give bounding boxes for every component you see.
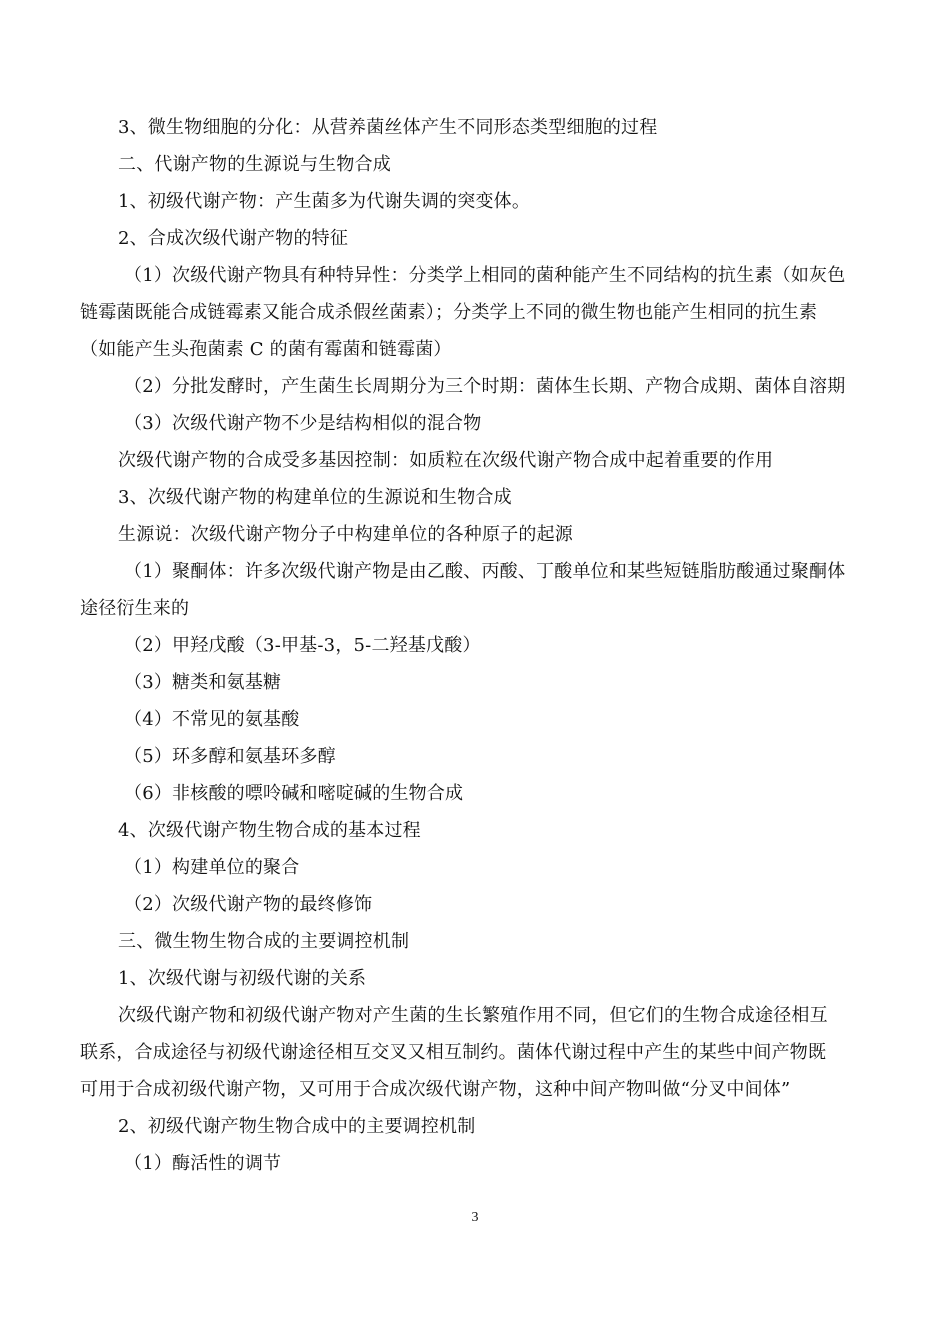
text-line: 途径衍生来的 bbox=[80, 598, 190, 619]
text-line: （4）不常见的氨基酸 bbox=[124, 709, 300, 730]
text-line: （2）甲羟戊酸（3-甲基-3，5-二羟基戊酸） bbox=[124, 635, 481, 656]
section-heading: 三、微生物生物合成的主要调控机制 bbox=[118, 931, 410, 952]
page-number: 3 bbox=[471, 1210, 479, 1225]
text-line: （3）次级代谢产物不少是结构相似的混合物 bbox=[124, 413, 482, 434]
section-heading: 二、代谢产物的生源说与生物合成 bbox=[118, 154, 391, 175]
text-line: 次级代谢产物和初级代谢产物对产生菌的生长繁殖作用不同，但它们的生物合成途径相互 bbox=[118, 1005, 828, 1026]
text-line: 链霉菌既能合成链霉素又能合成杀假丝菌素）；分类学上不同的微生物也能产生相同的抗生素 bbox=[80, 302, 818, 323]
document-body bbox=[80, 109, 872, 1182]
text-line: （2）分批发酵时，产生菌生长周期分为三个时期：菌体生长期、产物合成期、菌体自溶期 bbox=[124, 376, 846, 397]
text-line: （如能产生头孢菌素 C 的菌有霉菌和链霉菌） bbox=[80, 339, 452, 360]
text-line: 生源说：次级代谢产物分子中构建单位的各种原子的起源 bbox=[118, 524, 573, 545]
text-line: （1）构建单位的聚合 bbox=[124, 857, 300, 878]
text-line: （6）非核酸的嘌呤碱和嘧啶碱的生物合成 bbox=[124, 783, 464, 804]
text-line: 1、初级代谢产物：产生菌多为代谢失调的突变体。 bbox=[118, 191, 531, 212]
text-line: 3、微生物细胞的分化：从营养菌丝体产生不同形态类型细胞的过程 bbox=[118, 117, 658, 138]
text-line: 4、次级代谢产物生物合成的基本过程 bbox=[118, 820, 421, 841]
text-line: 2、合成次级代谢产物的特征 bbox=[118, 228, 349, 249]
text-line: （1）次级代谢产物具有种特异性：分类学上相同的菌种能产生不同结构的抗生素（如灰色 bbox=[124, 265, 846, 286]
text-line: 可用于合成初级代谢产物，又可用于合成次级代谢产物，这种中间产物叫做“分叉中间体” bbox=[80, 1079, 791, 1100]
text-line: （3）糖类和氨基糖 bbox=[124, 672, 282, 693]
text-line: 联系，合成途径与初级代谢途径相互交叉又相互制约。菌体代谢过程中产生的某些中间产物既 bbox=[80, 1042, 827, 1063]
text-line: 次级代谢产物的合成受多基因控制：如质粒在次级代谢产物合成中起着重要的作用 bbox=[118, 450, 774, 471]
text-line: （1）酶活性的调节 bbox=[124, 1153, 282, 1174]
text-line: （2）次级代谢产物的最终修饰 bbox=[124, 894, 373, 915]
text-line: 3、次级代谢产物的构建单位的生源说和生物合成 bbox=[118, 487, 512, 508]
text-line: 1、次级代谢与初级代谢的关系 bbox=[118, 968, 367, 989]
text-line: 2、初级代谢产物生物合成中的主要调控机制 bbox=[118, 1116, 476, 1137]
text-line: （5）环多醇和氨基环多醇 bbox=[124, 746, 336, 767]
text-line: （1）聚酮体：许多次级代谢产物是由乙酸、丙酸、丁酸单位和某些短链脂肪酸通过聚酮体 bbox=[124, 561, 846, 582]
